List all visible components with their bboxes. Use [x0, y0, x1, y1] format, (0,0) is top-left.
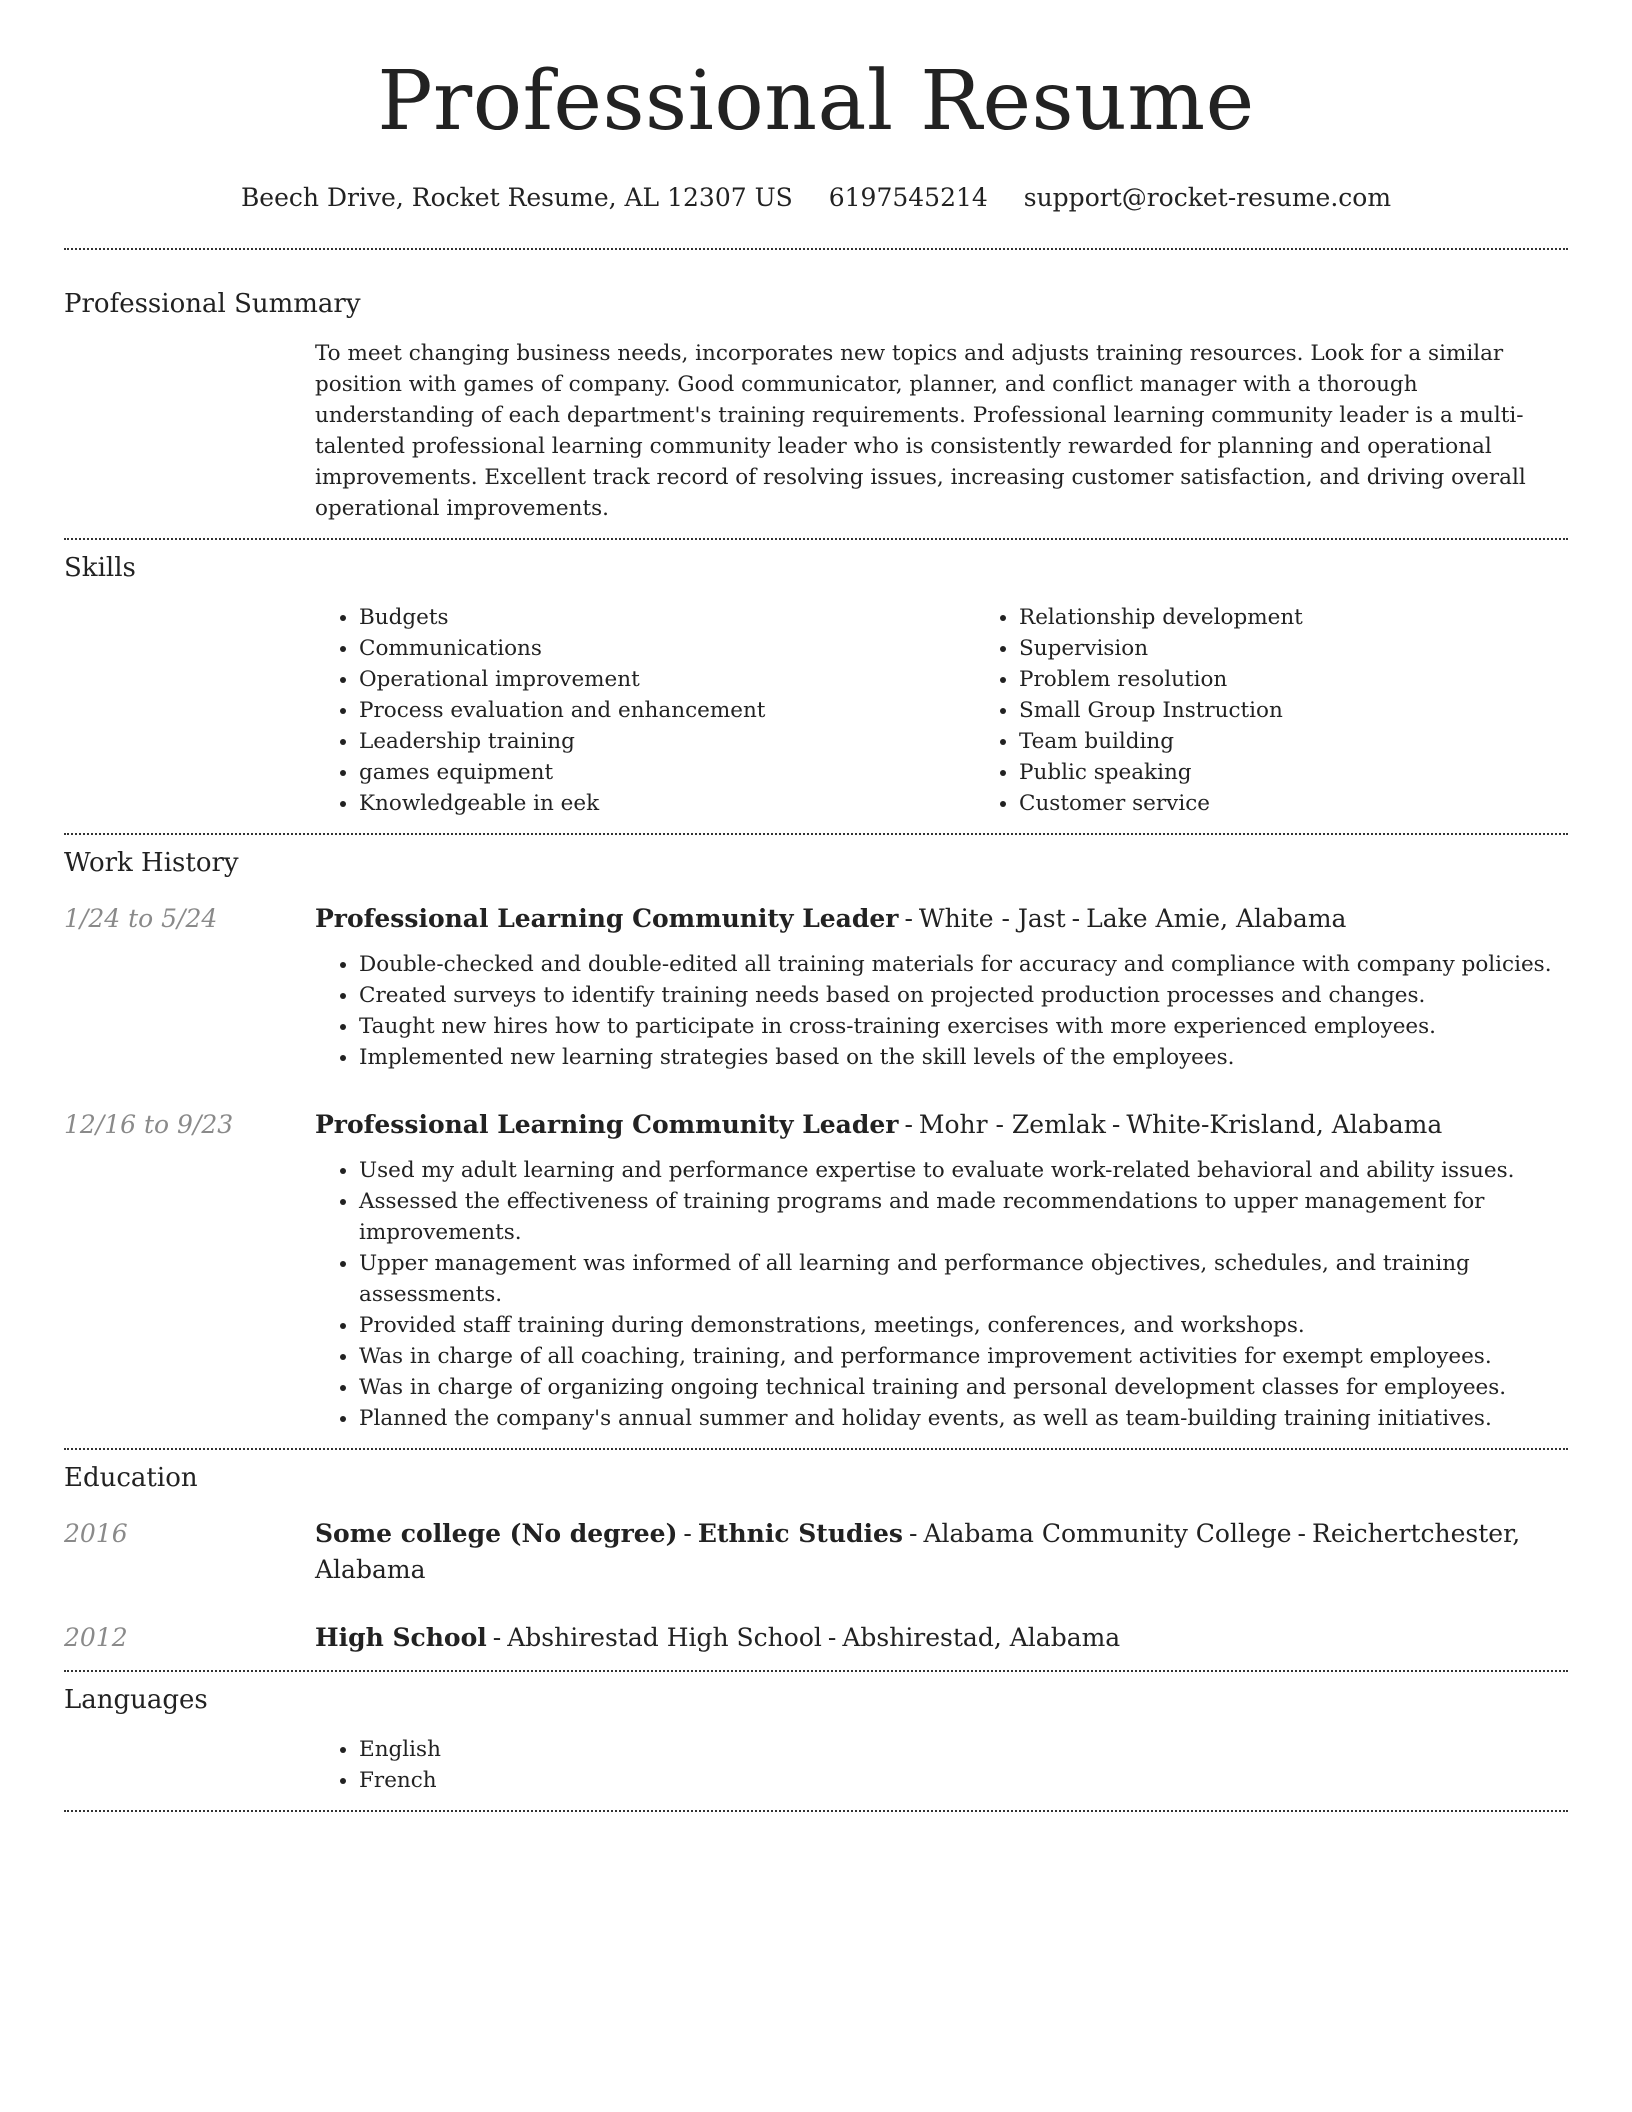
languages-section [64, 1682, 1568, 1796]
education-heading-line: High School - Abshirestad High School - Abshirestad, Alabama [315, 1623, 1121, 1652]
skill-item: • Supervision [1019, 633, 1609, 664]
summary-text: To meet changing business needs, incorporates new topics and adjusts training resources. Look for a similar position with games of company. Good communicator, planner, and conflict manager with a thorough understanding of each department's training requirements. Professional learning community leader is a multi-talented professional learning community leader who is consistently rewarded for planning and operational improvements. Excellent track record of resolving issues, increasing customer satisfaction, and driving overall operational improvements. [315, 341, 1526, 521]
skills-list-left [315, 602, 975, 819]
job-company: Mohr - Zemlak [918, 1110, 1106, 1139]
job-bullet: • Upper management was informed of all learning and performance objectives, schedules, and training assessments. [359, 1248, 1568, 1310]
resume-title: Professional Resume [377, 54, 1255, 149]
skill-item: • Customer service [1019, 788, 1609, 819]
job-heading: Professional Learning Community Leader - White - Jast - Lake Amie, Alabama [315, 904, 1347, 933]
job-dates: 12/16 to 9/23 [64, 1110, 234, 1139]
education-year: 2012 [64, 1623, 128, 1652]
education-section [64, 1460, 1568, 1656]
skills-section [64, 550, 1568, 819]
education-degree: Some college (No degree) [315, 1519, 678, 1548]
skill-item: • Operational improvement [359, 664, 975, 695]
job-bullet: • Created surveys to identify training needs based on projected production processes and changes. [359, 980, 1568, 1011]
skills-heading: Skills [64, 553, 136, 583]
summary-heading: Professional Summary [64, 289, 361, 319]
skill-item: • Leadership training [359, 726, 975, 757]
job-bullet: • Planned the company's annual summer and holiday events, as well as team-building training initiatives. [359, 1403, 1568, 1434]
job-bullets [315, 1155, 1568, 1434]
job-details [315, 949, 1568, 1073]
job-bullet: • Assessed the effectiveness of training programs and made recommendations to upper management for improvements. [359, 1186, 1568, 1248]
skill-item: • Small Group Instruction [1019, 695, 1609, 726]
contact-phone: 6197545214 [828, 183, 988, 212]
skill-item: • Public speaking [1019, 757, 1609, 788]
contact-line [64, 178, 1568, 218]
job-bullet: • Double-checked and double-edited all training materials for accuracy and compliance with company policies. [359, 949, 1568, 980]
job-bullet: • Implemented new learning strategies based on the skill levels of the employees. [359, 1042, 1568, 1073]
job-heading: Professional Learning Community Leader - Mohr - Zemlak - White-Krisland, Alabama [315, 1110, 1443, 1139]
job-bullet: • Taught new hires how to participate in cross-training exercises with more experienced employees. [359, 1011, 1568, 1042]
section-divider [64, 248, 1568, 250]
skills-body [315, 602, 1568, 819]
section-divider [64, 538, 1568, 540]
education-school: Alabama Community College [923, 1519, 1292, 1548]
job-entry [64, 1107, 1568, 1434]
contact-email[interactable]: support@rocket-resume.com [1023, 183, 1392, 212]
education-entry [64, 1620, 1568, 1656]
skills-grid [315, 602, 1568, 819]
skill-item: • Knowledgeable in eek [359, 788, 975, 819]
job-location: White-Krisland, Alabama [1126, 1110, 1443, 1139]
job-location: Lake Amie, Alabama [1086, 904, 1347, 933]
education-year: 2016 [64, 1519, 128, 1548]
job-company: White - Jast [918, 904, 1066, 933]
languages-heading: Languages [64, 1685, 208, 1715]
language-item: • French [359, 1765, 1568, 1796]
job-bullets [315, 949, 1568, 1073]
work-section [64, 845, 1568, 1434]
job-dates: 1/24 to 5/24 [64, 904, 218, 933]
job-title: Professional Learning Community Leader [315, 1110, 899, 1139]
education-school: Abshirestad High School [507, 1623, 822, 1652]
job-bullet: • Was in charge of organizing ongoing technical training and personal development classes for employees. [359, 1372, 1568, 1403]
work-heading: Work History [64, 848, 239, 878]
job-bullet: • Used my adult learning and performance expertise to evaluate work-related behavioral and ability issues. [359, 1155, 1568, 1186]
education-heading-line: Some college (No degree) - Ethnic Studies - Alabama Community College - Reichertchester, Alabama [315, 1519, 1521, 1584]
job-entry [64, 901, 1568, 1073]
skill-item: • Communications [359, 633, 975, 664]
education-field: Ethnic Studies [697, 1519, 903, 1548]
skill-item: • Problem resolution [1019, 664, 1609, 695]
education-location: Reichertchester, Alabama [315, 1519, 1521, 1584]
languages-list [315, 1734, 1568, 1796]
job-bullet: • Was in charge of all coaching, training, and performance improvement activities for exempt employees. [359, 1341, 1568, 1372]
section-divider [64, 1810, 1568, 1812]
summary-body [315, 338, 1568, 524]
job-details [315, 1155, 1568, 1434]
section-divider [64, 1448, 1568, 1450]
education-entry [64, 1516, 1568, 1588]
section-divider [64, 833, 1568, 835]
contact-address: Beech Drive, Rocket Resume, AL 12307 US [240, 183, 793, 212]
language-item: • English [359, 1734, 1568, 1765]
summary-section [64, 286, 1568, 524]
section-divider [64, 1670, 1568, 1672]
skill-item: • games equipment [359, 757, 975, 788]
languages-body [315, 1734, 1568, 1796]
education-heading: Education [64, 1463, 198, 1493]
education-degree: High School [315, 1623, 487, 1652]
job-bullet: • Provided staff training during demonstrations, meetings, conferences, and workshops. [359, 1310, 1568, 1341]
skill-item: • Team building [1019, 726, 1609, 757]
skill-item: • Budgets [359, 602, 975, 633]
skill-item: • Relationship development [1019, 602, 1609, 633]
skills-list-right [975, 602, 1609, 819]
education-location: Abshirestad, Alabama [842, 1623, 1121, 1652]
job-title: Professional Learning Community Leader [315, 904, 899, 933]
skill-item: • Process evaluation and enhancement [359, 695, 975, 726]
